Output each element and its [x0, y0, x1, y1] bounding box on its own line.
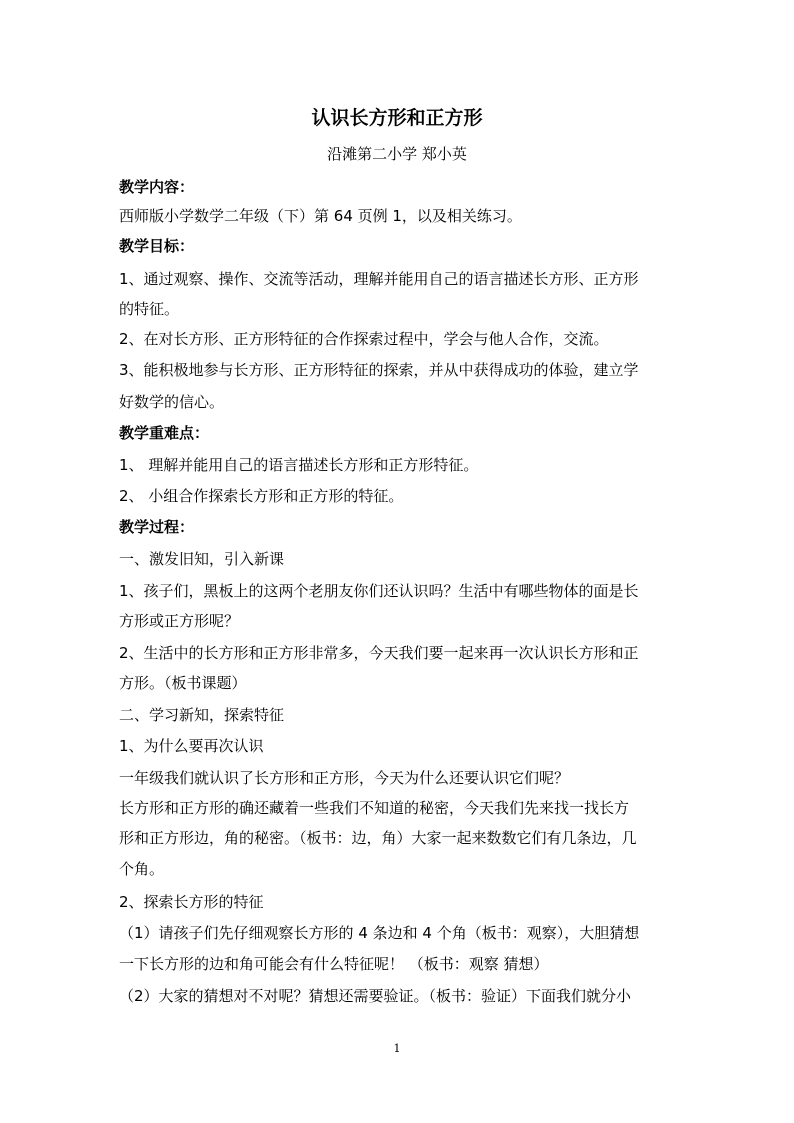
key-point-2: 2、 小组合作探索长方形和正方形的特征。	[119, 487, 404, 505]
document-title: 认识长方形和正方形	[311, 107, 483, 129]
part-1-item-2-line-1: 2、生活中的长方形和正方形非常多，今天我们要一起来再一次认识长方形和正	[119, 644, 639, 662]
part-1-item-1-line-1: 1、孩子们，黑板上的这两个老朋友你们还认识吗？生活中有哪些物体的面是长	[119, 582, 639, 600]
content-text: 西师版小学数学二年级（下）第 64 页例 1，以及相关练习。	[119, 207, 522, 225]
key-points-heading: 教学重难点：	[119, 424, 210, 442]
page-number: 1	[393, 1042, 401, 1055]
part-2-item-2-heading: 2、探索长方形的特征	[119, 893, 264, 911]
goal-2: 2、在对长方形、正方形特征的合作探索过程中，学会与他人合作，交流。	[119, 330, 609, 348]
goal-3-line-1: 3、能积极地参与长方形、正方形特征的探索，并从中获得成功的体验，建立学	[119, 361, 639, 379]
part-2-item-1-text-2-line-2: 形和正方形边，角的秘密。（板书：边，角）大家一起来数数它们有几条边，几	[119, 829, 637, 847]
process-heading: 教学过程：	[119, 518, 195, 536]
part-2-item-2-step-1-line-2: 一下长方形的边和角可能会有什么特征呢！ （板书：观察 猜想）	[119, 955, 549, 973]
content-heading: 教学内容：	[119, 178, 195, 196]
part-2-item-1-text-2-line-1: 长方形和正方形的确还藏着一些我们不知道的秘密，今天我们先来找一找长方	[119, 799, 630, 817]
part-2-item-2-step-2-line-1: （2）大家的猜想对不对呢？猜想还需要验证。（板书：验证）下面我们就分小	[119, 987, 632, 1005]
author-line: 沿滩第二小学 郑小英	[327, 145, 467, 163]
part-2-item-1-text-1: 一年级我们就认识了长方形和正方形，今天为什么还要认识它们呢？	[119, 769, 570, 787]
goal-1-line-1: 1、通过观察、操作、交流等活动，理解并能用自己的语言描述长方形、正方形	[119, 270, 639, 288]
part-1-heading: 一、激发旧知，引入新课	[119, 550, 285, 568]
part-2-item-1-heading: 1、为什么要再次认识	[119, 737, 264, 755]
goal-3-line-2: 好数学的信心。	[119, 393, 225, 411]
key-point-1: 1、 理解并能用自己的语言描述长方形和正方形特征。	[119, 456, 479, 474]
part-2-item-2-step-1-line-1: （1）请孩子们先仔细观察长方形的 4 条边和 4 个角（板书：观察），大胆猜想	[119, 924, 640, 942]
goal-1-line-2: 的特征。	[119, 300, 180, 318]
part-1-item-1-line-2: 方形或正方形呢？	[119, 612, 240, 630]
part-2-item-1-text-2-line-3: 个角。	[119, 860, 165, 878]
goals-heading: 教学目标：	[119, 237, 195, 255]
part-2-heading: 二、学习新知，探索特征	[119, 706, 285, 724]
part-1-item-2-line-2: 方形。（板书课题）	[119, 674, 247, 692]
